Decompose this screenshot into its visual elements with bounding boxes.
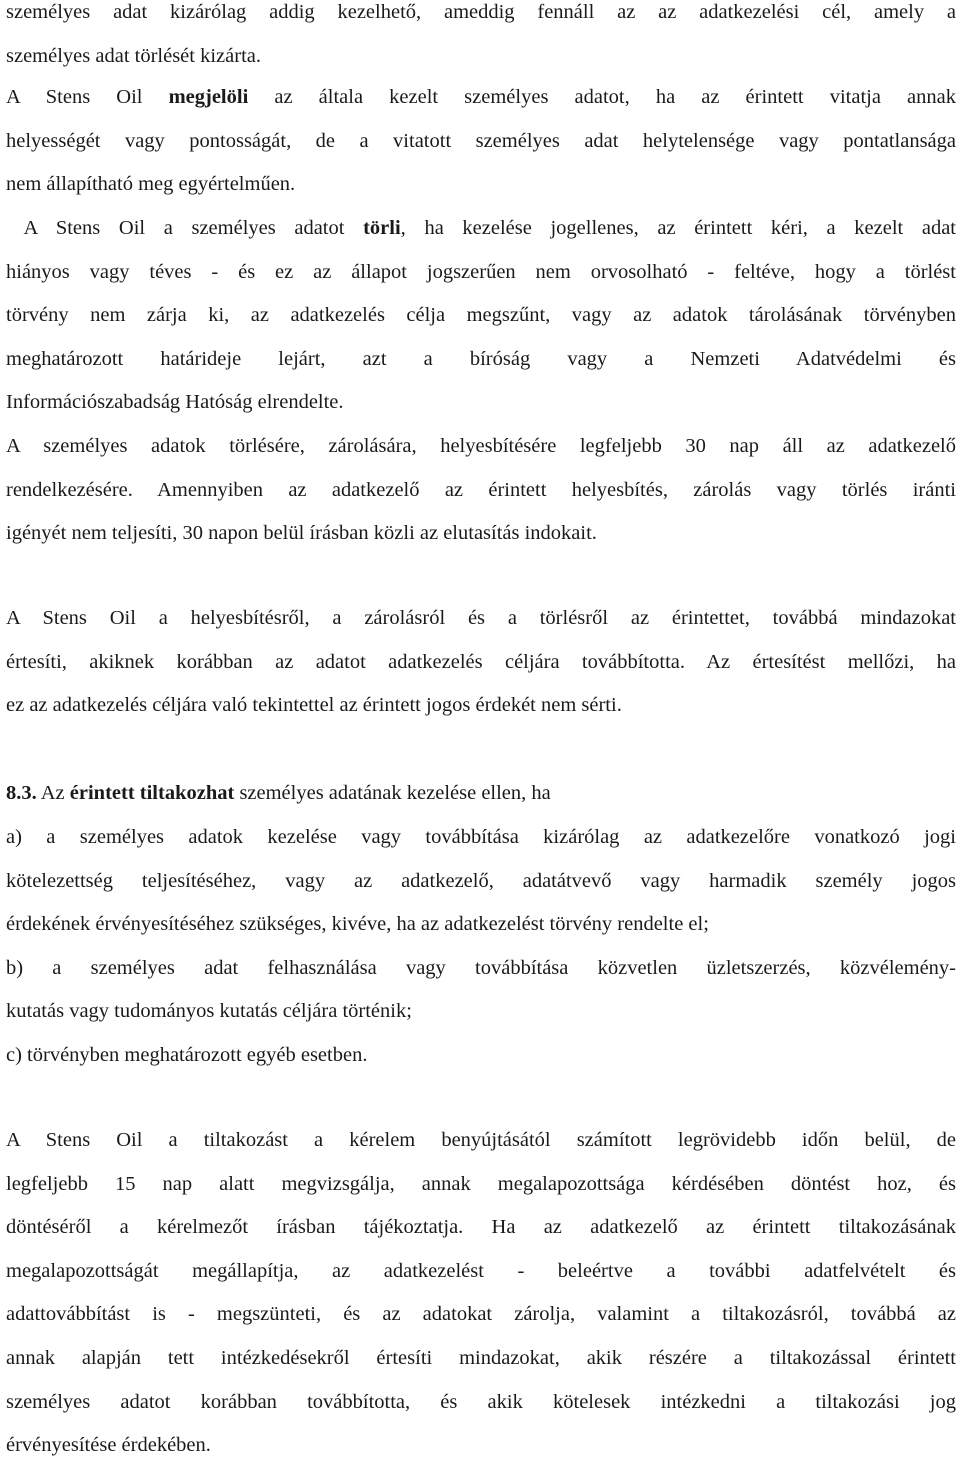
paragraph-intro-continuation: [6, 0, 956, 78]
text-run: A Stens Oil: [6, 86, 169, 108]
list-item-a: a) a személyes adatok kezelése vagy továbbítása kizárólag az adatkezelőre vonatkozó jogi: [6, 826, 956, 848]
paragraph-marking: [6, 76, 956, 207]
text-line: helyességét vagy pontosságát, de a vitatott személyes adat helytelensége vagy pontatlansága: [6, 129, 956, 152]
bold-term: megjelöli: [168, 86, 249, 108]
text-line: törvény nem zárja ki, az adatkezelés célja megszűnt, vagy az adatok tárolásának törvényben: [6, 304, 956, 327]
text-line: Információszabadság Hatóság elrendelte.: [6, 391, 344, 414]
paragraph-notification: [6, 597, 956, 728]
text-line: adattovábbítást is - megszünteti, és az adatokat zárolja, valamint a tiltakozásról, továbbá az: [6, 1303, 956, 1326]
text-line: érdekének érvényesítéséhez szükséges, kivéve, ha az adatkezelést törvény rendelte el;: [6, 913, 709, 936]
text-line: legfeljebb 15 nap alatt megvizsgálja, annak megalapozottsága kérdésében döntést hoz, és: [6, 1172, 956, 1195]
text-line: A személyes adatok törlésére, zárolására, helyesbítésére legfeljebb 30 nap áll az adatkezelő: [6, 435, 956, 457]
text-run: A Stens Oil a személyes adatot: [6, 217, 364, 239]
text-line: hiányos vagy téves - és ez az állapot jogszerűen nem orvosolható - feltéve, hogy a törlést: [6, 260, 956, 283]
list-item-b: b) a személyes adat felhasználása vagy továbbítása közvetlen üzletszerzés, közvélemény-: [6, 956, 956, 979]
text-run: , ha kezelése jogellenes, az érintett kéri, a kezelt adat: [400, 217, 957, 239]
text-run: személyes adatának kezelése ellen, ha: [234, 782, 551, 804]
text-line: annak alapján tett intézkedésekről értesíti mindazokat, akik részére a tiltakozással érintett: [6, 1346, 956, 1369]
text-line: személyes adatot korábban továbbította, és akik kötelesek intézkedni a tiltakozási jog: [6, 1390, 956, 1413]
text-line: igényét nem teljesíti, 30 napon belül írásban közli az elutasítás indokait.: [6, 522, 597, 545]
text-line: A Stens Oil a helyesbítésről, a zárolásról és a törlésről az érintettet, továbbá mindazokat: [6, 607, 956, 629]
text-line: kutatás vagy tudományos kutatás céljára történik;: [6, 1000, 412, 1023]
bold-term: törli: [363, 217, 401, 239]
text-line: [6, 207, 956, 251]
paragraph-deletion: [6, 207, 956, 425]
paragraph-deadline: [6, 425, 956, 556]
text-line: kötelezettség teljesítéséhez, vagy az adatkezelő, adatátvevő vagy harmadik személy jogos: [6, 869, 956, 892]
text-run: Az: [36, 782, 70, 804]
text-line: döntéséről a kérelmezőt írásban tájékoztatja. Ha az adatkezelő az érintett tiltakozásának: [6, 1216, 956, 1239]
text-line: nem állapítható meg egyértelműen.: [6, 173, 296, 196]
text-line: meghatározott határideje lejárt, azt a bíróság vagy a Nemzeti Adatvédelmi és: [6, 347, 956, 370]
text-line: A Stens Oil a tiltakozást a kérelem benyújtásától számított legrövidebb időn belül, de: [6, 1129, 956, 1151]
text-run: az általa kezelt személyes adatot, ha az érintett vitatja annak: [248, 86, 956, 108]
text-line: érvényesítése érdekében.: [6, 1434, 211, 1457]
bold-term: érintett tiltakozhat: [69, 782, 235, 804]
text-line: személyes adat törlését kizárta.: [6, 44, 261, 67]
objection-cases-list: [6, 816, 956, 1078]
text-line: megalapozottságát megállapítja, az adatkezelést - beleértve a további adatfelvételt és: [6, 1259, 956, 1282]
section-8-3-heading: [6, 772, 956, 816]
text-line: rendelkezésére. Amennyiben az adatkezelő az érintett helyesbítés, zárolás vagy törlés iránti: [6, 478, 956, 501]
paragraph-objection-handling: [6, 1119, 956, 1460]
text-line: [6, 76, 956, 120]
text-line: ez az adatkezelés céljára való tekintettel az érintett jogos érdekét nem sérti.: [6, 694, 622, 717]
text-line: személyes adat kizárólag addig kezelhető, ameddig fennáll az az adatkezelési cél, amely a: [6, 1, 956, 23]
text-line: [6, 772, 956, 816]
text-line: értesíti, akiknek korábban az adatot adatkezelés céljára továbbította. Az értesítést mellőzi, ha: [6, 650, 956, 673]
section-number: 8.3.: [6, 782, 37, 804]
list-item-c: c) törvényben meghatározott egyéb esetben.: [6, 1043, 368, 1066]
